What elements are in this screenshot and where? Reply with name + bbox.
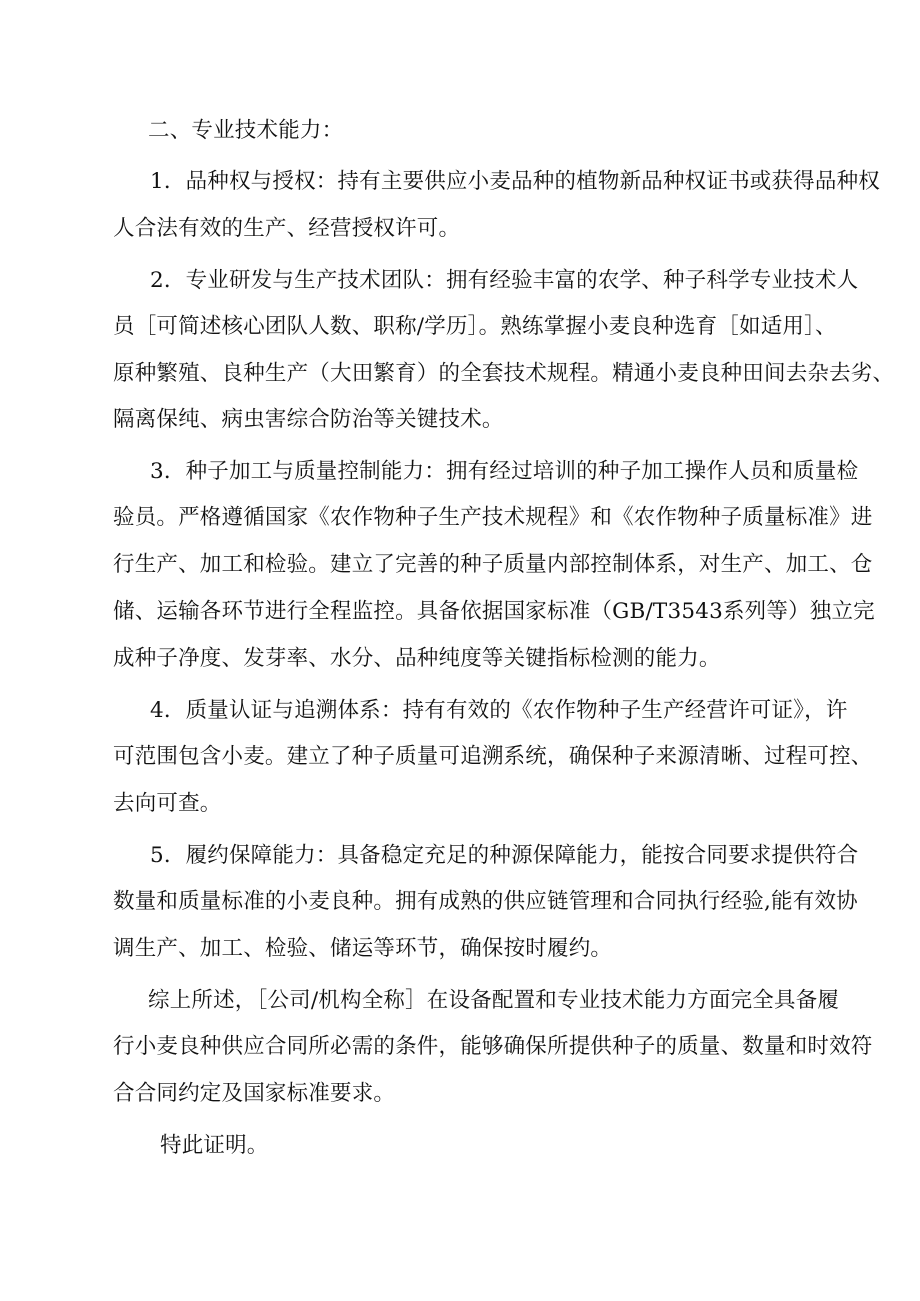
paragraph-line: 去向可查。 (113, 791, 222, 816)
paragraph-line: 数量和质量标准的小麦良种。拥有成熟的供应链管理和合同执行经验,能有效协 (113, 889, 858, 914)
paragraph-line: 行小麦良种供应合同所必需的条件，能够确保所提供种子的质量、数量和时效符 (113, 1034, 873, 1059)
paragraph-line: 验员。严格遵循国家《农作物种子生产技术规程》和《农作物种子质量标准》进 (113, 505, 873, 530)
paragraph-line: 行生产、加工和检验。建立了完善的种子质量内部控制体系，对生产、加工、仓 (113, 552, 873, 577)
paragraph-line: 2．专业研发与生产技术团队：拥有经验丰富的农学、种子科学专业技术人 (150, 268, 859, 293)
section-heading: 二、专业技术能力： (148, 118, 344, 143)
paragraph-line: 调生产、加工、检验、储运等环节，确保按时履约。 (113, 936, 613, 961)
paragraph-line: 3．种子加工与质量控制能力：拥有经过培训的种子加工操作人员和质量检 (150, 459, 859, 484)
paragraph-line: 储、运输各环节进行全程监控。具备依据国家标准（GB/T3543系列等）独立完 (113, 599, 875, 624)
paragraph-line: 人合法有效的生产、经营授权许可。 (113, 216, 461, 241)
paragraph-line: 合合同约定及国家标准要求。 (113, 1081, 396, 1106)
paragraph-line: 综上所述，［公司/机构全称］在设备配置和专业技术能力方面完全具备履 (148, 988, 840, 1013)
paragraph-line: 隔离保纯、病虫害综合防治等关键技术。 (113, 407, 504, 432)
paragraph-line: 5．履约保障能力：具备稳定充足的种源保障能力，能按合同要求提供符合 (150, 843, 859, 868)
paragraph-line: 1．品种权与授权：持有主要供应小麦品种的植物新品种权证书或获得品种权 (150, 169, 880, 194)
paragraph-line: 4．质量认证与追溯体系：持有有效的《农作物种子生产经营许可证》，许 (150, 698, 848, 723)
closing-statement: 特此证明。 (160, 1133, 269, 1158)
paragraph-line: 成种子净度、发芽率、水分、品种纯度等关键指标检测的能力。 (113, 646, 721, 671)
paragraph-line: 原种繁殖、良种生产（大田繁育）的全套技术规程。精通小麦良种田间去杂去劣、 (113, 361, 895, 386)
paragraph-line: 可范围包含小麦。建立了种子质量可追溯系统，确保种子来源清晰、过程可控、 (113, 744, 873, 769)
paragraph-line: 员［可简述核心团队人数、职称/学历］。熟练掌握小麦良种选育［如适用］、 (113, 314, 837, 339)
